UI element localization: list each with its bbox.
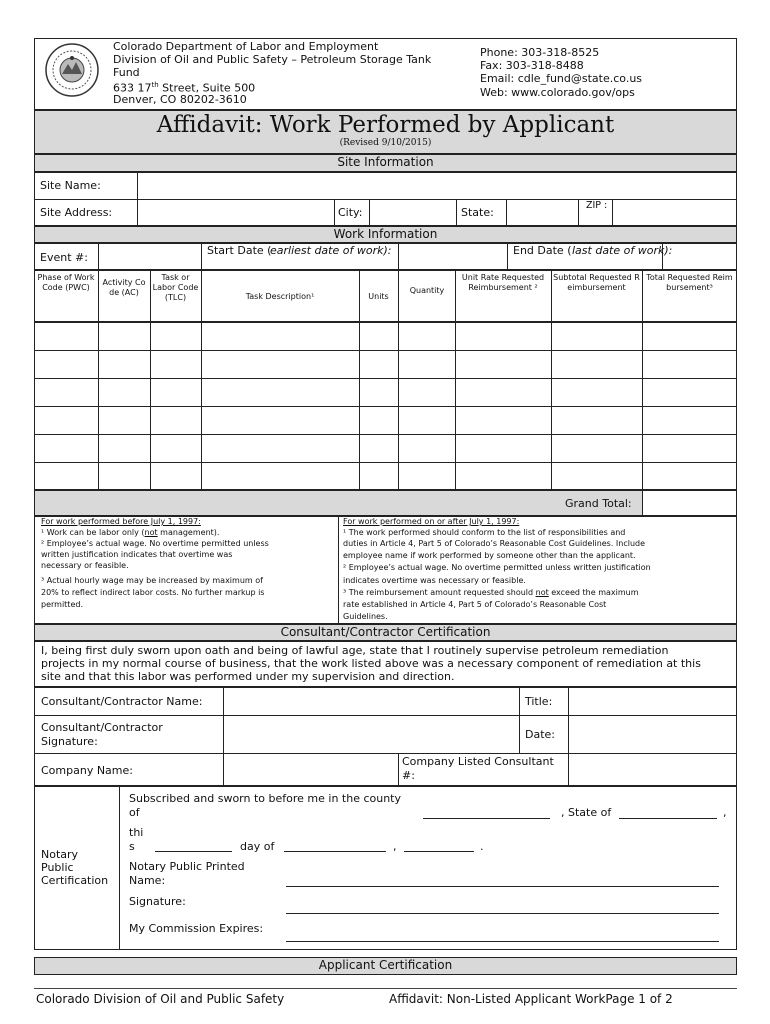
commission-input[interactable]	[286, 941, 719, 942]
city-label: City:	[338, 206, 363, 219]
footnote-after-line: indicates overtime was necessary or feasible.	[343, 576, 526, 585]
org-line: 633 17th Street, Suite 500	[113, 81, 256, 95]
site-address-label: Site Address:	[40, 206, 113, 219]
this-text: thi	[129, 826, 144, 839]
state-seal-icon	[44, 42, 100, 98]
footnote-after-line: duties in Article 4, Part 5 of Colorado’s Reasonable Cost Guidelines. Include	[343, 539, 646, 548]
state-label: State:	[461, 206, 494, 219]
company-name-label: Company Name:	[41, 764, 133, 777]
notary-label: Notary	[41, 848, 79, 861]
footer-rule	[34, 988, 737, 989]
grand-total-input[interactable]	[642, 490, 737, 516]
end-date-label-italic: last date of work):	[572, 244, 673, 257]
consultant-statement-line: I, being first duly sworn upon oath and being of lawful age, state that I routinely supervise petroleum remediation	[41, 644, 669, 657]
notary-signature-input[interactable]	[286, 913, 719, 914]
end-date-label: End Date (	[513, 244, 572, 257]
notary-label: Certification	[41, 874, 109, 887]
col-quantity: Quantity	[409, 286, 445, 295]
footnote-before-line: written justification indicates that overtime was	[41, 550, 233, 559]
col-pwc: Phase of Work Code (PWC)	[37, 273, 95, 292]
date-label: Date:	[525, 728, 555, 741]
footnote-before-line: ¹ Work can be labor only (not management).	[41, 528, 220, 537]
table-row	[34, 350, 737, 351]
commission-label: My Commission Expires:	[129, 922, 264, 935]
state-of-label: , State of	[561, 806, 612, 819]
table-row	[34, 434, 737, 435]
this-text-2: s	[129, 840, 135, 853]
site-section-title: Site Information	[337, 155, 434, 169]
footnote-after-line: employee name if work performed by someone other than the applicant.	[343, 551, 636, 560]
zip-label: ZIP :	[586, 200, 608, 211]
footnote-after-line: ³ The reimbursement amount requested should not exceed the maximum	[343, 588, 639, 597]
col-total: Total Requested Reimbursement³	[646, 273, 733, 292]
notary-state-input[interactable]	[619, 818, 717, 819]
title-input[interactable]	[570, 689, 736, 714]
notary-comma: ,	[723, 806, 727, 819]
footnote-before-line: ³ Actual hourly wage may be increased by maximum of	[41, 576, 263, 585]
footnote-after-line: Guidelines.	[343, 612, 388, 621]
event-label: Event #:	[40, 251, 88, 264]
notary-signature-label: Signature:	[129, 895, 186, 908]
listed-consultant-label-2: #:	[402, 769, 415, 782]
contact-fax: Fax: 303-318-8488	[480, 59, 584, 72]
day-of-label: day of	[240, 840, 275, 853]
footnote-after-line: ² Employee’s actual wage. No overtime permitted unless written justification	[343, 563, 651, 572]
day-input[interactable]	[155, 851, 232, 852]
col-tlc: Task or Labor Code (TLC)	[152, 273, 199, 302]
col-ac: Activity Code (AC)	[102, 278, 146, 297]
year-input[interactable]	[404, 851, 474, 852]
contact-web: Web: www.colorado.gov/ops	[480, 86, 635, 99]
zip-input[interactable]	[614, 201, 735, 224]
consultant-signature-label: Consultant/Contractor	[41, 721, 163, 734]
company-name-input[interactable]	[225, 755, 397, 785]
footnote-after-line: rate established in Article 4, Part 5 of Colorado’s Reasonable Cost	[343, 600, 607, 609]
footer-left: Colorado Division of Oil and Public Safety	[36, 992, 285, 1006]
event-input[interactable]	[100, 245, 200, 268]
contact-email: Email: cdle_fund@state.co.us	[480, 72, 643, 85]
consultant-name-label: Consultant/Contractor Name:	[41, 695, 203, 708]
org-line: Colorado Department of Labor and Employment	[113, 40, 379, 53]
footnote-before-heading: For work performed before July 1, 1997:	[41, 517, 201, 526]
footnote-before-line: 20% to reflect indirect labor costs. No further markup is	[41, 588, 265, 597]
footnote-before-line: permitted.	[41, 600, 83, 609]
footnote-before-line: necessary or feasible.	[41, 561, 129, 570]
footnote-after-line: ¹ The work performed should conform to the list of responsibilities and	[343, 528, 626, 537]
notary-label: Public	[41, 861, 74, 874]
consultant-signature-input[interactable]	[225, 717, 518, 752]
col-subtotal: Subtotal Requested Reimbursement	[553, 273, 640, 292]
table-row	[34, 462, 737, 463]
table-row	[34, 378, 737, 379]
end-date-input[interactable]	[664, 245, 736, 268]
table-row	[34, 406, 737, 407]
title-label: Title:	[525, 695, 553, 708]
start-date-label-italic: earliest date of work):	[270, 244, 392, 257]
notary-comma-2: ,	[393, 840, 397, 853]
site-name-label: Site Name:	[40, 179, 101, 192]
applicant-section-title: Applicant Certification	[318, 958, 453, 972]
city-input[interactable]	[371, 201, 455, 224]
date-input[interactable]	[570, 717, 736, 752]
consultant-statement-line: site and that this labor was performed under my supervision and direction.	[41, 670, 455, 683]
footnote-before-line: ² Employee’s actual wage. No overtime permitted unless	[41, 539, 269, 548]
subscribed-text: Subscribed and sworn to before me in the county	[129, 792, 402, 805]
start-date-input[interactable]	[400, 245, 506, 268]
revised-date: (Revised 9/10/2015)	[339, 138, 432, 148]
state-input[interactable]	[508, 201, 577, 224]
org-line: Fund	[113, 66, 140, 79]
subscribed-of: of	[129, 806, 140, 819]
listed-consultant-label: Company Listed Consultant	[402, 755, 554, 768]
org-line: Denver, CO 80202-3610	[113, 93, 247, 106]
col-units: Units	[368, 292, 389, 301]
site-address-input[interactable]	[139, 201, 333, 224]
printed-name-label: Notary Public Printed	[129, 860, 245, 873]
contact-phone: Phone: 303-318-8525	[480, 46, 600, 59]
printed-name-label-2: Name:	[129, 874, 166, 887]
footer-right: Affidavit: Non-Listed Applicant WorkPage 1 of 2	[389, 992, 673, 1006]
notary-period: .	[480, 840, 484, 853]
site-name-input[interactable]	[139, 174, 735, 197]
start-date-label: Start Date (	[207, 244, 272, 257]
col-unit-rate: Unit Rate Requested Reimbursement ²	[461, 273, 545, 292]
consultant-statement-line: projects in my normal course of business, that the work listed above was a necessary component of remediation at this	[41, 657, 701, 670]
county-input[interactable]	[423, 818, 550, 819]
grand-total-label: Grand Total:	[565, 497, 632, 510]
notary-printed-name-input[interactable]	[286, 886, 719, 887]
page-title: Affidavit: Work Performed by Applicant	[156, 112, 615, 138]
col-description: Task Description¹	[245, 292, 315, 301]
consultant-signature-label-2: Signature:	[41, 735, 98, 748]
month-input[interactable]	[284, 851, 386, 852]
consultant-section-title: Consultant/Contractor Certification	[280, 625, 491, 639]
footnote-after-heading: For work performed on or after July 1, 1997:	[343, 517, 520, 526]
consultant-name-input[interactable]	[225, 689, 518, 714]
work-section-title: Work Information	[333, 227, 438, 241]
org-line: Division of Oil and Public Safety – Petroleum Storage Tank	[113, 53, 432, 66]
listed-consultant-input[interactable]	[570, 755, 736, 785]
